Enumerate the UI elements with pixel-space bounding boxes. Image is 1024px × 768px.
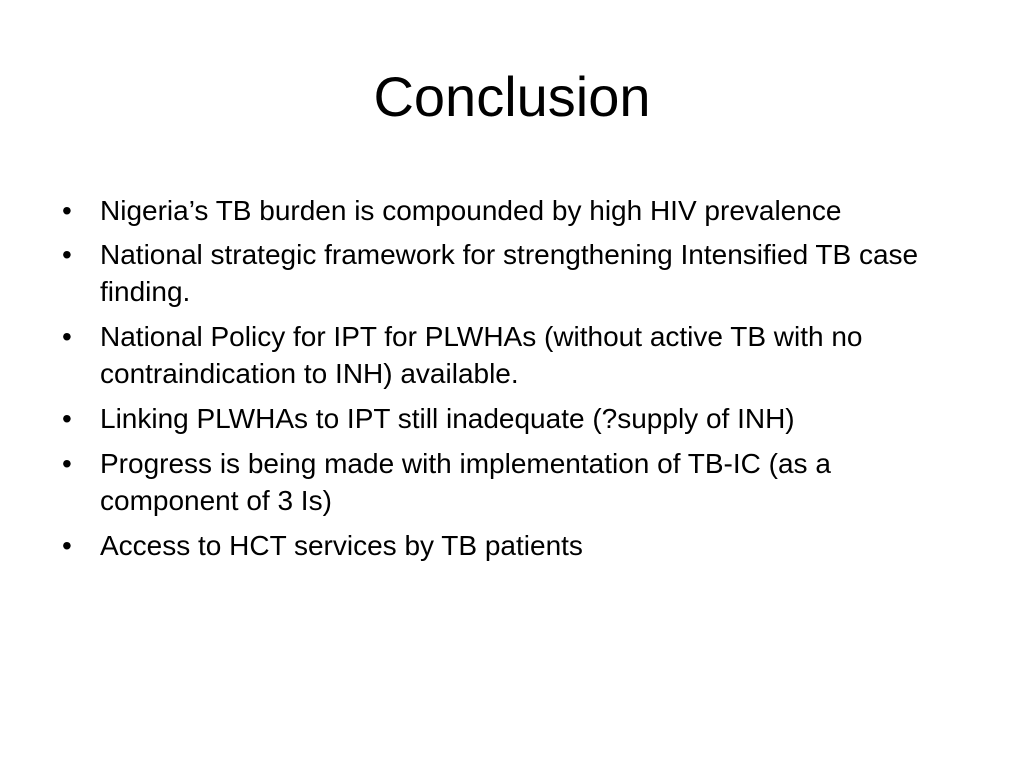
bullet-marker: • <box>62 403 72 434</box>
bullet-text: Access to HCT services by TB patients <box>100 530 583 561</box>
bullet-text: Progress is being made with implementation of TB-IC (as a component of 3 Is) <box>100 448 831 516</box>
bullet-marker: • <box>62 530 72 561</box>
bullet-item <box>62 236 972 310</box>
bullet-marker: • <box>62 195 72 226</box>
bullet-text: Linking PLWHAs to IPT still inadequate (?supply of INH) <box>100 403 795 434</box>
bullet-list <box>62 186 972 572</box>
bullet-text: National Policy for IPT for PLWHAs (without active TB with no contraindication to INH) available. <box>100 321 863 389</box>
bullet-item <box>62 527 972 564</box>
bullet-item <box>62 186 972 236</box>
bullet-marker: • <box>62 321 72 352</box>
slide-title: Conclusion <box>373 65 651 128</box>
bullet-item <box>62 318 972 392</box>
bullet-text: National strategic framework for strengthening Intensified TB case finding. <box>100 239 919 307</box>
bullet-item <box>62 400 972 437</box>
bullet-marker: • <box>62 239 72 270</box>
bullet-text: Nigeria’s TB burden is compounded by high HIV prevalence <box>100 195 842 226</box>
bullet-marker: • <box>62 448 72 479</box>
bullet-item <box>62 445 972 519</box>
